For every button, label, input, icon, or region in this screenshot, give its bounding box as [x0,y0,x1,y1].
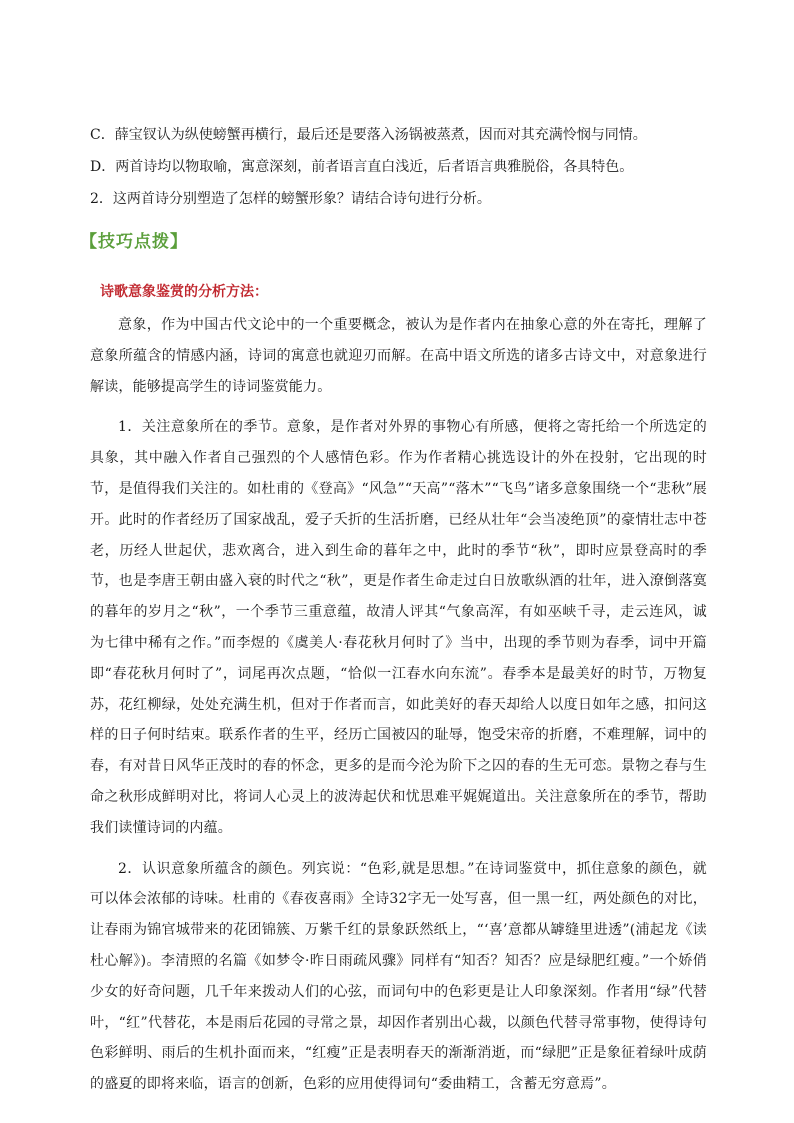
method-title: 诗歌意象鉴赏的分析方法： [100,284,268,300]
option-d: D．两首诗均以物取喻，寓意深刻，前者语言直白浅近，后者语言典雅脱俗，各具特色。 [90,159,634,175]
document-body [80,125,707,1110]
paragraph-intro: 意象，作为中国古代文论中的一个重要概念，被认为是作者内在抽象心意的外在寄托，理解了意象所蕴含的情感内涵，诗词的寓意也就迎刃而解。在高中语文所选的诸多古诗文中，对意象进行解读，能够提高学生的诗词鉴赏能力。 [90,317,707,395]
question-2: 2．这两首诗分别塑造了怎样的螃蟹形象？请结合诗句进行分析。 [90,191,491,207]
paragraph-point-1: 1．关注意象所在的季节。意象，是作者对外界的事物心有所感，便将之寄托给一个所选定的具象，其中融入作者自己强烈的个人感情色彩。作为作者精心挑选设计的外在投射，它出现的时节，是值得我们关注的。如杜甫的《登高》“风急”“天高”“落木”“飞鸟”诸多意象围绕一个“悲秋”展开。此时的作者经历了国家战乱，爱子夭折的生活折磨，已经从壮年“会当凌绝顶”的豪情壮志中苍老，历经人世起伏，悲欢离合，进入到生命的暮年之中，此时的季节“秋”，即时应景登高时的季节，也是李唐王朝由盛入衰的时代之“秋”，更是作者生命走过白日放歌纵酒的壮年，进入潦倒落寞的暮年的岁月之“秋”，一个季节三重意蕴，故清人评其“气象高浑，有如巫峡千寻，走云连风，诚为七律中稀有之作。”而李煜的《虞美人·春花秋月何时了》当中，出现的季节则为春季，词中开篇即“春花秋月何时了”，词尾再次点题，“恰似一江春水向东流”。春季本是最美好的时节，万物复苏，花红柳绿，处处充满生机，但对于作者而言，如此美好的春天却给人以度日如年之感，扣问这样的日子何时结束。联系作者的生平，经历亡国被囚的耻辱，饱受宋帝的折磨，不难理解，词中的春，有对昔日风华正茂时的春的怀念，更多的是而今沦为阶下之囚的春的生无可恋。景物之春与生命之秋形成鲜明对比，将词人心灵上的波涛起伏和忧思难平娓娓道出。关注意象所在的季节，帮助我们读懂诗词的内蕴。 [90,419,707,836]
option-c: C．薛宝钗认为纵使螃蟹再横行，最后还是要落入汤锅被蒸煮，因而对其充满怜悯与同情。 [90,127,647,143]
section-title-skill-tips: 【技巧点拨】 [80,232,188,252]
paragraph-point-2: 2．认识意象所蕴含的颜色。列宾说：“色彩,就是思想。”在诗词鉴赏中，抓住意象的颜色，就可以体会浓郁的诗味。杜甫的《春夜喜雨》全诗32字无一处写喜，但一黑一红，两处颜色的对比，让春雨为锦官城带来的花团锦簇、万紫千红的景象跃然纸上，“‘喜’意都从罅缝里进透”(浦起龙《读杜心解》)。李清照的名篇《如梦令·昨日雨疏风骤》同样有“知否？知否？应是绿肥红瘦。”一个娇俏少女的好奇问题，几千年来拨动人们的心弦，而词句中的色彩更是让人印象深刻。作者用“绿”代替叶，“红”代替花，本是雨后花园的寻常之景，却因作者别出心裁，以颜色代替寻常事物，使得诗句色彩鲜明、雨后的生机扑面而来，“红瘦”正是表明春天的渐渐消逝，而“绿肥”正是象征着绿叶成荫的盛夏的即将来临，语言的创新，色彩的应用使得词句“委曲精工，含蓄无穷意焉”。 [90,860,707,1093]
